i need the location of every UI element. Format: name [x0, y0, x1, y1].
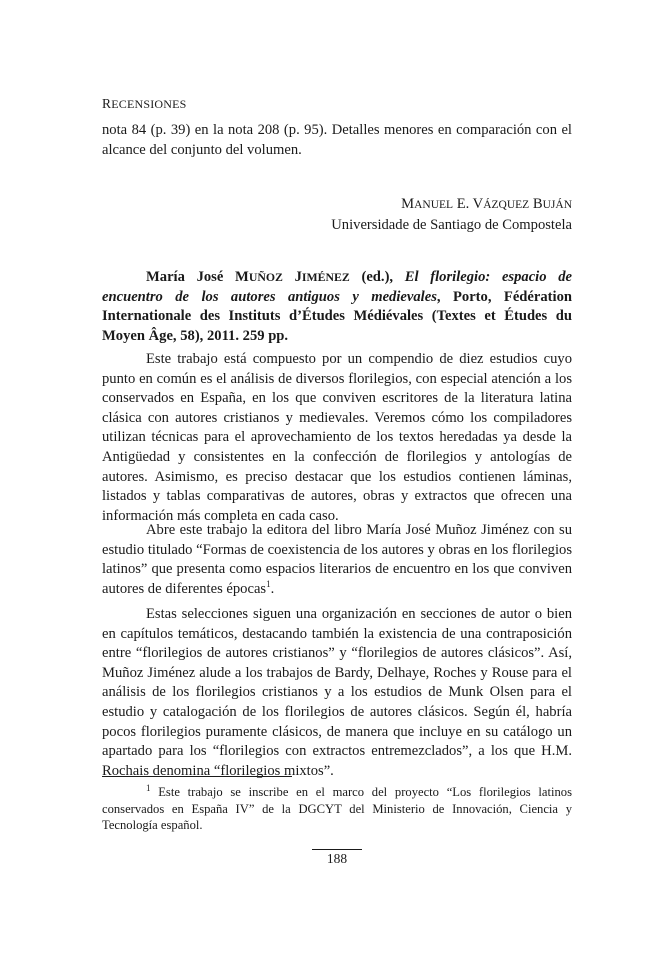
book-publication: , Porto, Fédération Internationale des Instituts d’Études Médiévales (Textes et Études du Moyen Âge, 58), 2011. 259 pp. — [102, 288, 572, 344]
running-head-initial: R — [102, 96, 112, 111]
page-number: 188 — [326, 851, 348, 866]
footnote-reference: 1 — [266, 578, 271, 589]
reviewer-signature — [102, 194, 572, 235]
reviewer-affiliation: Universidade de Santiago de Compostela — [331, 217, 572, 233]
footnote-separator — [102, 776, 292, 777]
reviewer-name: MANUEL E. VÁZQUEZ BUJÁN — [401, 196, 572, 212]
bibliographic-heading: María José MUÑOZ JIMÉNEZ (ed.), El florilegio: espacio de encuentro de los autores antiguos y medievales, Porto, Fédération Internationale des Instituts d’Études Médiévales (Textes et Études du Moyen Âge, 58), 2011. 259 pp. — [102, 269, 572, 344]
paragraph-1: Este trabajo está compuesto por un compendio de diez estudios cuyo punto en común es el análisis de diversos florilegios, con especial atención a los conservados en España, en los que conviven escritores de la literatura latina clásica con autores cristianos y medievales. Veremos cómo los compiladores utilizan técnicas para el aprovechamiento de los textos heredadas ya desde la Antigüedad y consistentes en la confección de florilegios y antologías de autores. Asimismo, es preciso destacar que los estudios contienen láminas, listados y tablas comparativas de autores, obras y extractos que ofrecen una información más completa en cada caso. — [102, 351, 572, 524]
book-title: El florilegio: espacio de encuentro de los autores antiguos y medievales — [102, 269, 572, 305]
running-head — [102, 96, 187, 112]
footnote-text: Este trabajo se inscribe en el marco del proyecto “Los florilegios latinos conservados en España IV” de la DGCYT del Ministerio de Innovación, Ciencia y Tecnología español. — [102, 785, 572, 833]
footnote — [102, 784, 572, 834]
book-author-given: María José — [146, 269, 236, 285]
previous-review-ending: nota 84 (p. 39) en la nota 208 (p. 95). Detalles menores en comparación con el alcance del conjunto del volumen. — [102, 122, 572, 158]
running-head-rest: ECENSIONES — [111, 97, 187, 111]
page-number-rule — [312, 849, 362, 850]
paragraph-3: Estas selecciones siguen una organización en secciones de autor o bien en capítulos temáticos, destacando también la existencia de una contraposición entre “florilegios de autores cristianos” y “florilegios de autores clásicos”. Así, Muñoz Jiménez alude a los trabajos de Bardy, Delhaye, Roches y Rouse para el análisis de los florilegios cristianos y a los estudios de Munk Olsen para el estudio y catalogación de los florilegios de autores clásicos. Según él, habría pocos florilegios puramente clásicos, de manera que incluye en su catálogo un apartado para los “florilegios con extractos entremezclados”, a los que H.M. Rochais denomina “florilegios mixtos”. — [102, 606, 572, 779]
footnote-number: 1 — [146, 782, 151, 793]
paragraph-2: Abre este trabajo la editora del libro María José Muñoz Jiménez con su estudio titulado “Formas de coexistencia de los autores y obras en los florilegios latinos” que presenta como espacios literarios de encuentro en los que conviven autores de diferentes épocas$^1$. — [102, 522, 572, 597]
